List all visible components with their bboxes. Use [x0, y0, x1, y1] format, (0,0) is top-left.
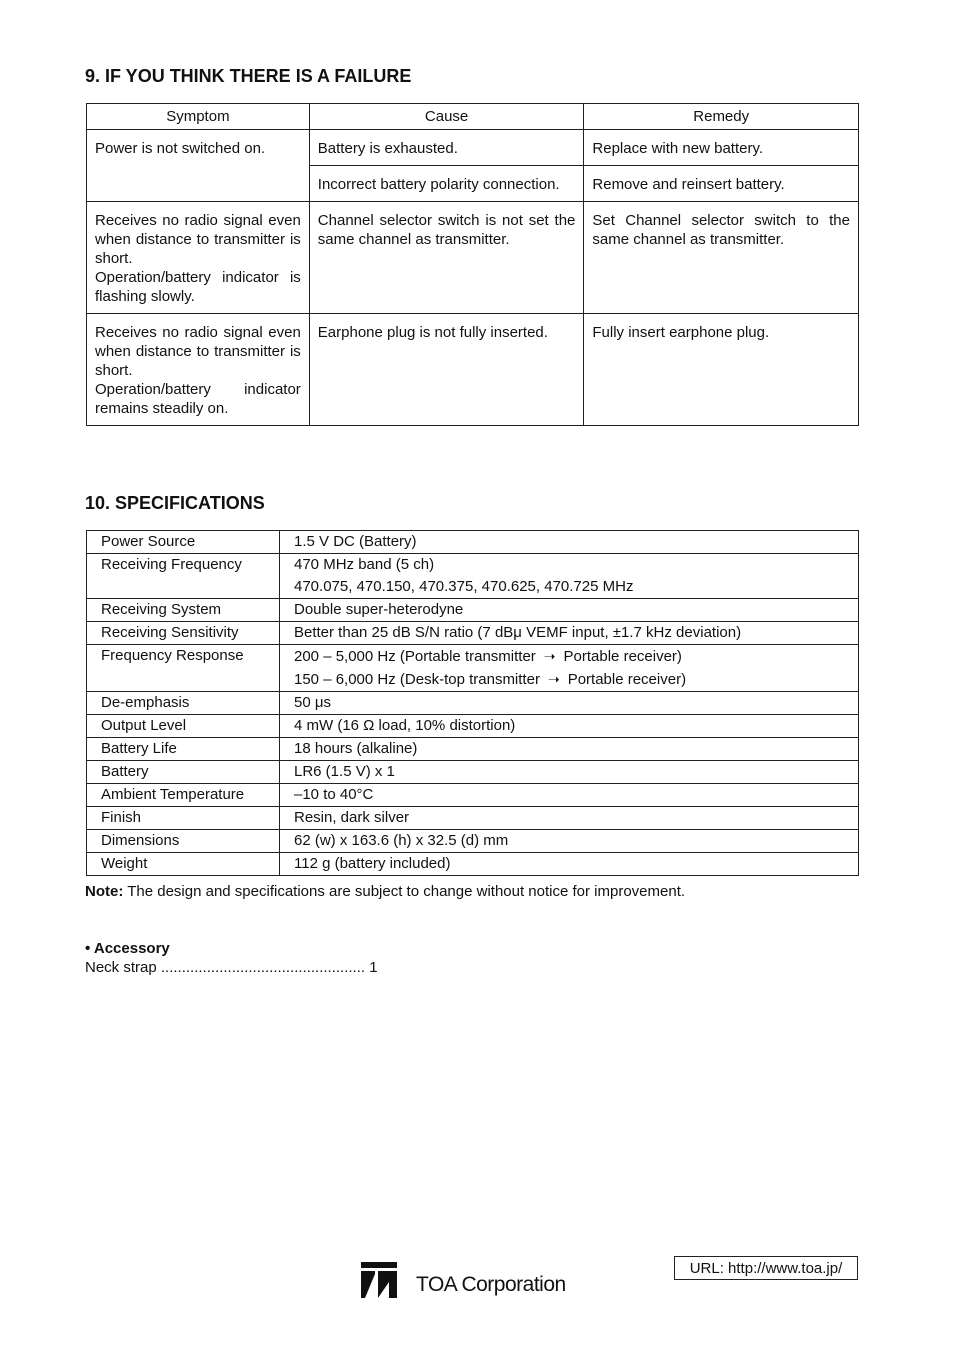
spec-label: Receiving System	[87, 599, 280, 622]
table-row	[87, 645, 859, 692]
table-row	[87, 554, 859, 599]
table-row	[87, 830, 859, 853]
spec-label: Battery	[87, 761, 280, 784]
spec-label: Output Level	[87, 715, 280, 738]
spec-value: Better than 25 dB S/N ratio (7 dBμ VEMF input, ±1.7 kHz deviation)	[280, 622, 859, 645]
symptom-text: Operation/battery indicator remains steadily on.	[95, 381, 301, 417]
spec-value: 18 hours (alkaline)	[280, 738, 859, 761]
symptom-cell	[87, 314, 310, 426]
note	[85, 883, 685, 900]
symptom-cell	[87, 130, 310, 202]
failure-table	[86, 103, 859, 426]
note-text: The design and specifications are subject to change without notice for improvement.	[123, 883, 686, 900]
remedy-cell: Fully insert earphone plug.	[584, 314, 859, 426]
cause-cell: Earphone plug is not fully inserted.	[309, 314, 584, 426]
spec-label: Ambient Temperature	[87, 784, 280, 807]
spec-value-line: 470.075, 470.150, 470.375, 470.625, 470.725 MHz	[294, 578, 634, 595]
spec-label: Frequency Response	[87, 645, 280, 692]
frequency-response-target: Portable receiver)	[563, 648, 682, 665]
spec-value	[280, 554, 859, 599]
table-row	[87, 531, 859, 554]
url-box: URL: http://www.toa.jp/	[674, 1256, 858, 1280]
right-arrow-icon: ➝	[543, 648, 556, 664]
remedy-cell: Set Channel selector switch to the same channel as transmitter.	[584, 202, 859, 314]
spec-label: Weight	[87, 853, 280, 876]
table-row	[87, 692, 859, 715]
header-cause: Cause	[309, 104, 584, 130]
table-row	[87, 807, 859, 830]
spec-value: LR6 (1.5 V) x 1	[280, 761, 859, 784]
spec-value: 50 μs	[280, 692, 859, 715]
symptom-text: Receives no radio signal even when distance to transmitter is short.	[95, 212, 301, 267]
table-row	[87, 715, 859, 738]
table-row	[87, 853, 859, 876]
symptom-text: Receives no radio signal even when distance to transmitter is short.	[95, 324, 301, 379]
spec-value: 1.5 V DC (Battery)	[280, 531, 859, 554]
spec-label: Receiving Sensitivity	[87, 622, 280, 645]
spec-label: Receiving Frequency	[87, 554, 280, 599]
spec-value: –10 to 40°C	[280, 784, 859, 807]
spec-value: 62 (w) x 163.6 (h) x 32.5 (d) mm	[280, 830, 859, 853]
spec-label: Power Source	[87, 531, 280, 554]
note-label: Note:	[85, 883, 124, 900]
symptom-cell	[87, 202, 310, 314]
accessory-item: Neck strap ................................................. 1	[85, 959, 378, 976]
table-row	[87, 314, 859, 426]
spec-value-line	[294, 668, 858, 691]
frequency-response-target: Portable receiver)	[567, 671, 687, 688]
spec-value: Double super-heterodyne	[280, 599, 859, 622]
header-remedy: Remedy	[584, 104, 859, 130]
spec-label: Dimensions	[87, 830, 280, 853]
table-row	[87, 599, 859, 622]
remedy-cell: Remove and reinsert battery.	[584, 166, 859, 202]
table-row	[87, 738, 859, 761]
failure-section-title: 9. IF YOU THINK THERE IS A FAILURE	[85, 66, 412, 86]
spec-value: 112 g (battery included)	[280, 853, 859, 876]
symptom-text: Operation/battery indicator is flashing slowly.	[95, 269, 301, 305]
cause-cell: Battery is exhausted.	[309, 130, 584, 166]
table-row	[87, 130, 859, 166]
spec-value-line	[294, 645, 858, 668]
specifications-section-title: 10. SPECIFICATIONS	[85, 493, 265, 513]
spec-value: Resin, dark silver	[280, 807, 859, 830]
accessory-title: • Accessory	[85, 940, 170, 957]
cause-cell: Channel selector switch is not set the same channel as transmitter.	[309, 202, 584, 314]
cause-cell: Incorrect battery polarity connection.	[309, 166, 584, 202]
table-row	[87, 622, 859, 645]
specifications-table	[86, 530, 859, 876]
frequency-response-source: 200 – 5,000 Hz (Portable transmitter	[294, 648, 536, 665]
table-row	[87, 784, 859, 807]
frequency-response-source: 150 – 6,000 Hz (Desk-top transmitter	[294, 671, 540, 688]
spec-value-line: 470 MHz band (5 ch)	[294, 556, 435, 573]
brand-name: TOA Corporation	[416, 1273, 566, 1296]
table-row	[87, 202, 859, 314]
failure-table-header	[87, 104, 859, 130]
spec-label: Finish	[87, 807, 280, 830]
spec-label: De-emphasis	[87, 692, 280, 715]
right-arrow-icon: ➝	[547, 671, 560, 687]
remedy-cell: Replace with new battery.	[584, 130, 859, 166]
symptom-text: Power is not switched on.	[95, 140, 266, 157]
spec-value	[280, 645, 859, 692]
spec-value: 4 mW (16 Ω load, 10% distortion)	[280, 715, 859, 738]
toa-logo-icon	[361, 1262, 397, 1298]
table-row	[87, 761, 859, 784]
header-symptom: Symptom	[87, 104, 310, 130]
spec-label: Battery Life	[87, 738, 280, 761]
